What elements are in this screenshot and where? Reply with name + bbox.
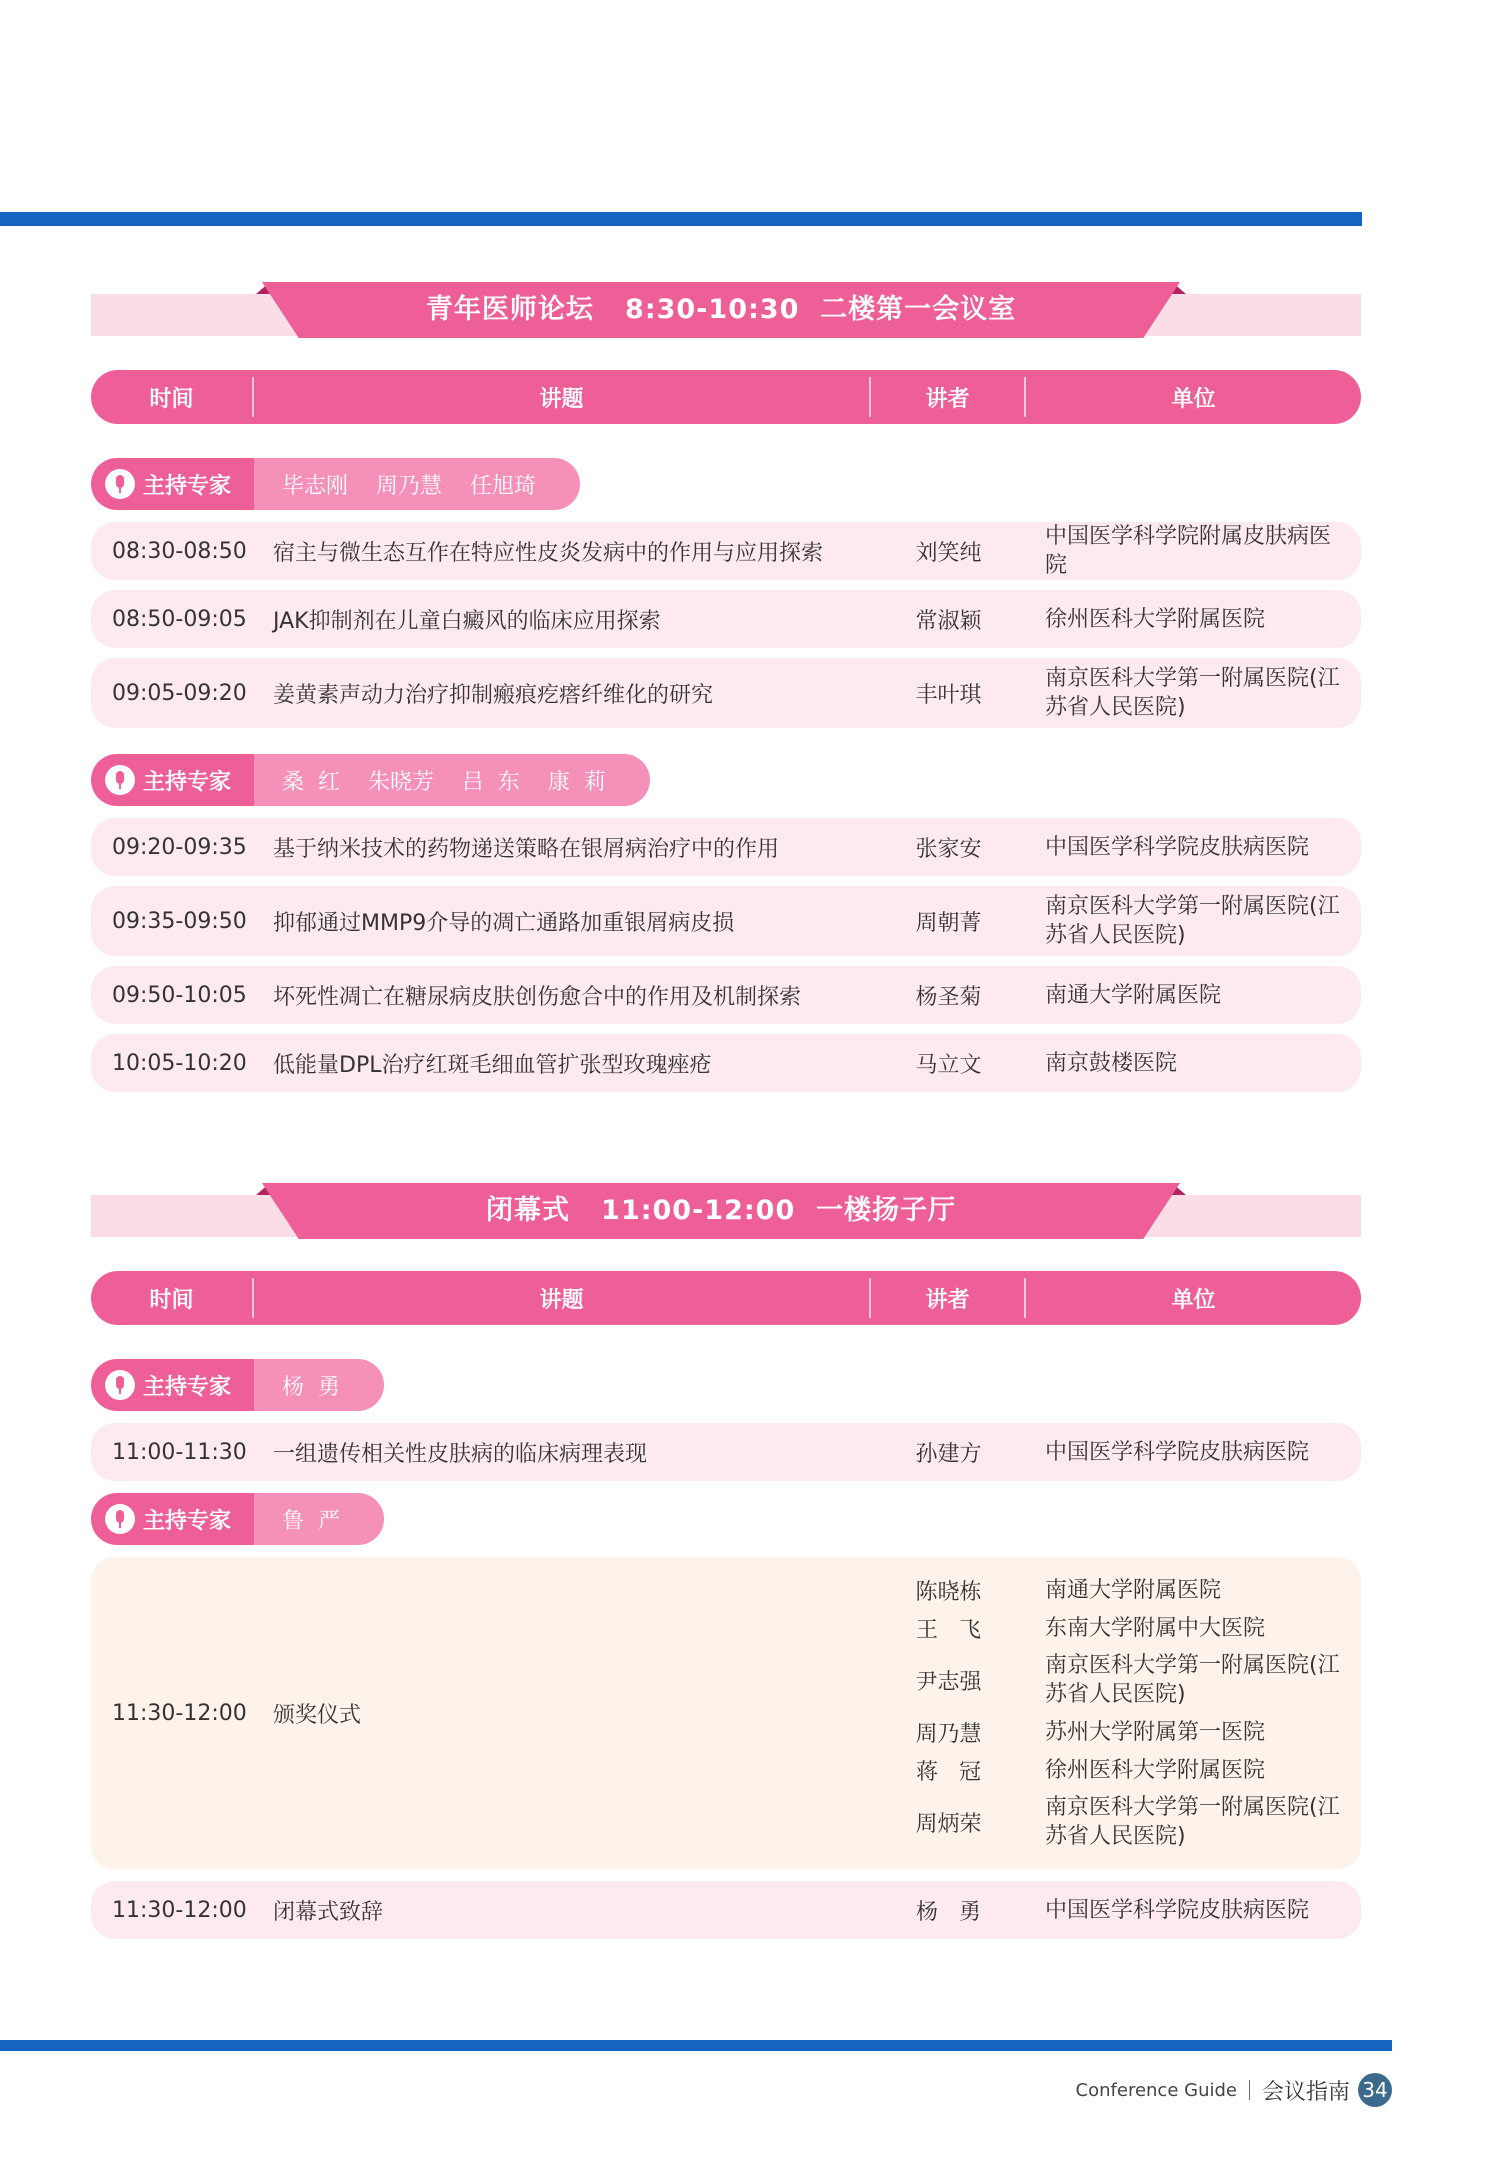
table-row xyxy=(91,522,1361,580)
award-speaker: 尹志强 xyxy=(915,1669,982,1695)
award-item xyxy=(871,1609,1361,1647)
table-header xyxy=(91,370,1361,424)
row-speaker: 杨 勇 xyxy=(916,1899,981,1925)
header-time: 时间 xyxy=(91,377,254,417)
row-unit: 徐州医科大学附属医院 xyxy=(1045,606,1266,632)
section-young-doctors-forum xyxy=(91,282,1361,1092)
row-unit: 南通大学附属医院 xyxy=(1045,982,1222,1008)
row-time: 09:35-09:50 xyxy=(112,908,247,934)
row-speaker: 刘笑纯 xyxy=(915,540,982,566)
award-unit: 南京医科大学第一附属医院(江苏省人民医院) xyxy=(1045,1653,1340,1707)
header-unit: 单位 xyxy=(1171,1287,1216,1313)
host-names: 鲁 严 xyxy=(254,1493,384,1545)
row-time: 11:00-11:30 xyxy=(112,1439,247,1465)
row-time: 09:50-10:05 xyxy=(112,982,247,1008)
award-speaker: 王 飞 xyxy=(916,1617,981,1643)
award-item xyxy=(871,1751,1361,1789)
table-row xyxy=(91,818,1361,876)
award-unit: 南通大学附属医院 xyxy=(1045,1577,1222,1603)
section-banner xyxy=(91,1183,1361,1239)
table-row xyxy=(91,590,1361,648)
page-footer xyxy=(1076,2072,1392,2108)
award-speaker: 周炳荣 xyxy=(915,1811,982,1837)
award-item xyxy=(871,1713,1361,1751)
row-time: 08:50-09:05 xyxy=(112,606,247,632)
award-ceremony-row xyxy=(91,1557,1361,1869)
award-item xyxy=(871,1571,1361,1609)
row-topic: 宿主与微生态互作在特应性皮炎发病中的作用与应用探索 xyxy=(273,540,824,566)
row-speaker: 张家安 xyxy=(915,836,982,862)
award-speaker: 陈晓栋 xyxy=(915,1579,982,1605)
microphone-icon xyxy=(105,765,135,795)
row-topic: 一组遗传相关性皮肤病的临床病理表现 xyxy=(273,1441,648,1467)
host-label: 主持专家 xyxy=(143,473,232,499)
row-topic: 基于纳米技术的药物递送策略在银屑病治疗中的作用 xyxy=(273,836,780,862)
page-number: 34 xyxy=(1358,2073,1392,2107)
row-topic: 坏死性凋亡在糖尿病皮肤创伤愈合中的作用及机制探索 xyxy=(273,984,802,1010)
table-row xyxy=(91,1423,1361,1481)
host-label: 主持专家 xyxy=(143,769,232,795)
row-unit: 中国医学科学院皮肤病医院 xyxy=(1045,834,1310,860)
host-bar xyxy=(91,458,1361,510)
host-bar xyxy=(91,754,1361,806)
top-blue-bar xyxy=(0,212,1362,226)
row-unit: 南京医科大学第一附属医院(江苏省人民医院) xyxy=(1045,894,1340,948)
row-unit: 中国医学科学院皮肤病医院 xyxy=(1045,1439,1310,1465)
header-topic: 讲题 xyxy=(254,1278,871,1318)
footer-divider xyxy=(1249,2080,1250,2100)
row-unit: 南京医科大学第一附属医院(江苏省人民医院) xyxy=(1045,666,1340,720)
table-row xyxy=(91,658,1361,728)
row-time: 11:30-12:00 xyxy=(112,1897,247,1923)
header-speaker: 讲者 xyxy=(871,377,1026,417)
row-speaker: 常淑颖 xyxy=(915,608,982,634)
row-topic: 闭幕式致辞 xyxy=(273,1899,384,1925)
row-time: 09:20-09:35 xyxy=(112,834,247,860)
row-unit: 中国医学科学院附属皮肤病医院 xyxy=(1045,524,1332,578)
row-topic: 抑郁通过MMP9介导的凋亡通路加重银屑病皮损 xyxy=(273,910,735,936)
host-bar xyxy=(91,1493,1361,1545)
row-unit: 南京鼓楼医院 xyxy=(1045,1050,1178,1076)
row-speaker: 杨圣菊 xyxy=(915,984,982,1010)
award-list xyxy=(871,1571,1361,1855)
award-speaker: 蒋 冠 xyxy=(916,1759,981,1785)
host-bar xyxy=(91,1359,1361,1411)
row-speaker: 丰叶琪 xyxy=(915,682,982,708)
row-topic: 颁奖仪式 xyxy=(273,1702,362,1728)
row-unit: 中国医学科学院皮肤病医院 xyxy=(1045,1897,1310,1923)
award-item xyxy=(871,1647,1361,1713)
header-time: 时间 xyxy=(91,1278,254,1318)
footer-english: Conference Guide xyxy=(1075,2079,1237,2101)
section-banner xyxy=(91,282,1361,338)
award-item xyxy=(871,1789,1361,1855)
bottom-blue-bar xyxy=(0,2040,1392,2051)
row-speaker: 周朝菁 xyxy=(915,910,982,936)
row-speaker: 马立文 xyxy=(915,1052,982,1078)
award-unit: 东南大学附属中大医院 xyxy=(1045,1615,1266,1641)
row-time: 09:05-09:20 xyxy=(112,680,247,706)
table-row xyxy=(91,886,1361,956)
header-topic: 讲题 xyxy=(254,377,871,417)
row-topic: 低能量DPL治疗红斑毛细血管扩张型玫瑰痤疮 xyxy=(273,1052,712,1078)
section-title: 闭幕式 11:00-12:00 一楼扬子厅 xyxy=(485,1195,957,1226)
award-unit: 徐州医科大学附属医院 xyxy=(1045,1757,1266,1783)
host-names: 杨 勇 xyxy=(254,1359,384,1411)
row-topic: JAK抑制剂在儿童白癜风的临床应用探索 xyxy=(273,608,661,634)
microphone-icon xyxy=(105,1370,135,1400)
section-title: 青年医师论坛 8:30-10:30 二楼第一会议室 xyxy=(425,294,1017,325)
section-closing-ceremony xyxy=(91,1183,1361,1939)
row-speaker: 孙建方 xyxy=(915,1441,982,1467)
award-unit: 南京医科大学第一附属医院(江苏省人民医院) xyxy=(1045,1795,1340,1849)
footer-chinese: 会议指南 xyxy=(1261,2079,1350,2105)
header-unit: 单位 xyxy=(1171,386,1216,412)
table-row xyxy=(91,1881,1361,1939)
award-unit: 苏州大学附属第一医院 xyxy=(1045,1719,1266,1745)
row-time: 11:30-12:00 xyxy=(112,1700,247,1726)
microphone-icon xyxy=(105,1504,135,1534)
row-time: 08:30-08:50 xyxy=(112,538,247,564)
host-names: 毕志刚 周乃慧 任旭琦 xyxy=(254,458,580,510)
table-row xyxy=(91,1034,1361,1092)
row-time: 10:05-10:20 xyxy=(112,1050,247,1076)
row-topic: 姜黄素声动力治疗抑制瘢痕疙瘩纤维化的研究 xyxy=(273,682,714,708)
host-label: 主持专家 xyxy=(143,1508,232,1534)
award-speaker: 周乃慧 xyxy=(915,1721,982,1747)
table-row xyxy=(91,966,1361,1024)
host-names: 桑 红 朱晓芳 吕 东 康 莉 xyxy=(254,754,650,806)
header-speaker: 讲者 xyxy=(871,1278,1026,1318)
host-label: 主持专家 xyxy=(143,1374,232,1400)
microphone-icon xyxy=(105,469,135,499)
table-header xyxy=(91,1271,1361,1325)
